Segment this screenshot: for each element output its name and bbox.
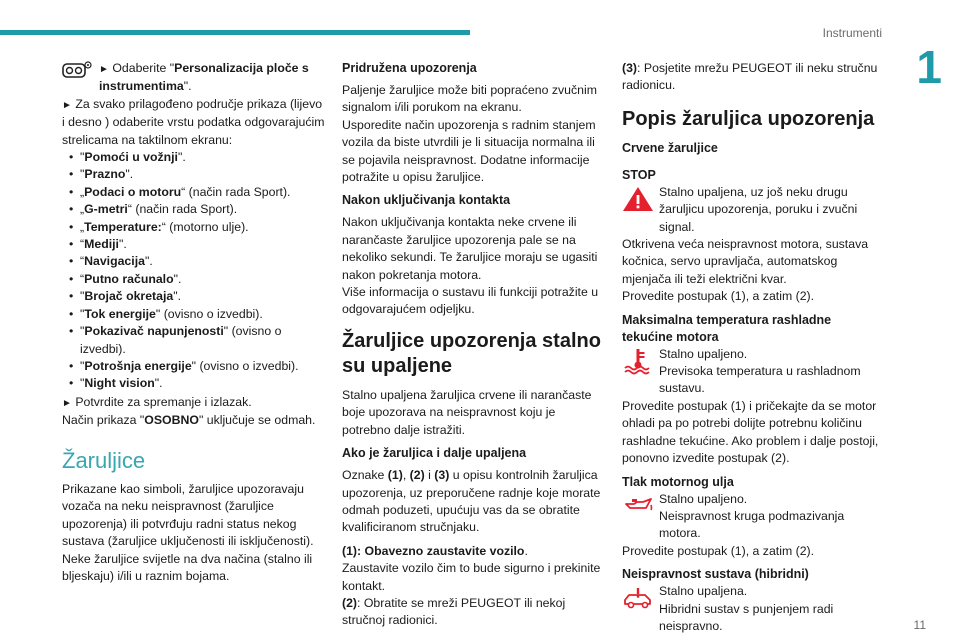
after-ignition-paragraph: Nakon uključivanja kontakta neke crvene ili narančaste žaruljice upozorenja pale se na nekoliko sekundi. Te žaruljice moraju se ugasiti nakon pokretanja motora.	[342, 215, 598, 282]
header-accent-bar	[0, 30, 470, 35]
hybrid-status: Stalno upaljena.	[659, 584, 748, 599]
oil-cause: Neispravnost kruga podmazivanja motora.	[659, 508, 845, 541]
list-item: • “Putno računalo".	[80, 271, 328, 288]
page-number: 11	[913, 618, 926, 632]
heading-if-still-on: Ako je žaruljica i dalje upaljena	[342, 446, 527, 461]
list-item: • „Temperature:“ (motorno ulje).	[80, 219, 328, 236]
stop-status: Stalno upaljena, uz još neku drugu žaruljicu upozorenja, poruku i zvučni signal.	[659, 184, 858, 234]
intro-paragraph: Prikazane kao simboli, žaruljice upozoravaju vozača na neku neispravnost (žaruljice upozorenja) ili potvrđuju radni status nekog sustava (žaruljice uključenosti ili isključenosti). Neke žaruljice svijetle na dva načina (stalno ili bljeskaju) i/ili u raznim bojama.	[62, 481, 314, 583]
list-item: • "Prazno".	[80, 166, 328, 183]
coolant-action: Provedite postupak (1) i pričekajte da se motor ohladi pa po potrebi dolijte potrebnu količinu rashladne tekućine. Ako problem i dalje postoji, ponovno izvedite postupak (2).	[622, 398, 879, 466]
stop-title: STOP	[622, 167, 656, 182]
oil-pressure-icon	[622, 492, 654, 520]
mode-note: Način prikaza "OSOBNO" uključuje se odmah.	[62, 413, 316, 428]
chapter-number: 1	[916, 41, 942, 93]
step-1-text: Zaustavite vozilo čim to bude sigurno i prekinite kontakt.	[342, 561, 601, 593]
stop-description: Otkrivena veća neispravnost motora, sustava kočnica, servo upravljača, automatskog mjenjača ili teži električni kvar.	[622, 237, 869, 286]
assoc-paragraph-2: Usporedite način upozorenja s radnim stanjem vozila da biste utvrdili je li situacija normalna ili se pojavila neispravnost. Dodatne informacije potražite u opisu žaruljice.	[342, 117, 596, 185]
step-2: (2): Obratite se mreži PEUGEOT ili nekoj stručnoj radionici.	[342, 595, 566, 628]
step-choose-data: ► Za svako prilagođeno područje prikaza (lijevo i desno ) odaberite vrstu podatka odgovarajućim strelicama na taktilnom ekranu:	[62, 96, 325, 147]
coolant-title: Maksimalna temperatura rashladne tekućine motora	[622, 312, 832, 344]
always-on-paragraph: Stalno upaljena žaruljica crvene ili narančaste boje upozorava na neispravnost koju je potrebno dalje istražiti.	[342, 387, 592, 437]
column-right	[622, 60, 884, 635]
hybrid-car-fault-icon	[622, 584, 654, 612]
confirm-text: Potvrdite za spremanje i izlazak.	[75, 394, 252, 409]
oil-status: Stalno upaljeno.	[659, 491, 748, 506]
list-item: • “Mediji".	[80, 236, 328, 253]
list-item: • "Night vision".	[80, 375, 328, 392]
coolant-temperature-icon	[622, 347, 654, 375]
column-middle	[342, 60, 604, 636]
step-choose-text: Za svako prilagođeno područje prikaza (lijevo i desno ) odaberite vrstu podatka odgovarajućim strelicama na taktilnom ekranu:	[62, 96, 325, 147]
stop-action: Provedite postupak (1), a zatim (2).	[622, 289, 815, 304]
list-item: • „Podaci o motoru“ (način rada Sport).	[80, 184, 328, 201]
oil-title: Tlak motornog ulja	[622, 474, 734, 489]
codes-paragraph: Oznake (1), (2) i (3) u opisu kontrolnih žaruljica upozorenja, uz preporučene radnje koje morate odmah poduzeti, upućuju vas da se obratite kvalificiranom stručnjaku.	[342, 468, 601, 535]
step-1: (1): Obavezno zaustavite vozilo.	[342, 543, 528, 558]
select-prefix: Odaberite "	[112, 61, 175, 75]
list-item: • "Potrošnja energije" (ovisno o izvedbi).	[80, 358, 328, 375]
coolant-cause: Previsoka temperatura u rashladnom sustavu.	[659, 364, 861, 396]
list-item: • “Navigacija".	[80, 253, 328, 270]
hybrid-cause: Hibridni sustav s punjenjem radi neispravno.	[659, 601, 834, 633]
step-3: (3): Posjetite mrežu PEUGEOT ili neku stručnu radionicu.	[622, 61, 878, 93]
oil-entry	[622, 491, 884, 543]
list-item: • "Pomoći u vožnji".	[80, 149, 328, 166]
heading-warning-list: Popis žaruljica upozorenja	[622, 107, 875, 130]
heading-red-lamps: Crvene žaruljice	[622, 140, 718, 155]
heading-after-ignition: Nakon uključivanja kontakta	[342, 193, 511, 208]
list-item: • "Brojač okretaja".	[80, 288, 328, 305]
stop-warning-icon	[622, 185, 654, 213]
hybrid-title: Neispravnost sustava (hibridni)	[622, 567, 809, 582]
select-step: ► Odaberite "Personalizacija ploče s instrumentima".	[62, 60, 328, 96]
confirm-step: ► Potvrdite za spremanje i izlazak.	[62, 394, 252, 409]
select-target: Personalizacija ploče s instrumentima	[99, 61, 309, 94]
after-ignition-paragraph-2: Više informacija o sustavu ili funkciji potražite u odgovarajućem odjeljku.	[342, 285, 599, 317]
assoc-paragraph: Paljenje žaruljice može biti popraćeno zvučnim signalom i/ili porukom na ekranu.	[342, 83, 597, 115]
section-title: Instrumenti	[822, 26, 882, 40]
coolant-entry	[622, 346, 884, 398]
instrument-panel-gear-icon	[62, 60, 94, 78]
list-item: • „G-metri“ (način rada Sport).	[80, 201, 328, 218]
select-suffix: ".	[183, 79, 192, 94]
list-item: • "Pokazivač napunjenosti" (ovisno o izvedbi).	[80, 323, 328, 358]
coolant-status: Stalno upaljeno.	[659, 346, 748, 361]
column-left	[62, 60, 328, 591]
heading-associated-warnings: Pridružena upozorenja	[342, 61, 477, 75]
section-heading-zaruljice: Žaruljice	[62, 447, 146, 473]
oil-action: Provedite postupak (1), a zatim (2).	[622, 543, 815, 558]
hybrid-entry	[622, 583, 884, 635]
list-item: • "Tok energije" (ovisno o izvedbi).	[80, 306, 328, 323]
data-type-list	[62, 149, 328, 393]
stop-entry	[622, 184, 884, 236]
heading-always-on: Žaruljice upozorenja stalno su upaljene	[342, 329, 601, 377]
